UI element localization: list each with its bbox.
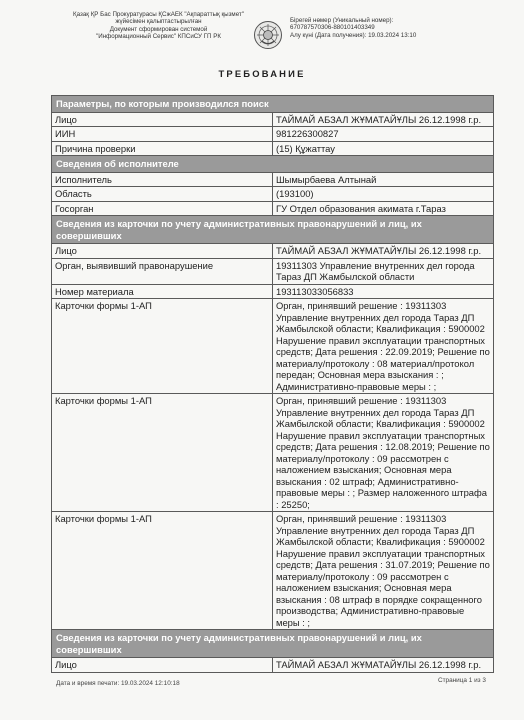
- field-value: ТАЙМАЙ АБЗАЛ ЖҰМАТАЙҰЛЫ 26.12.1998 г.р.: [273, 244, 494, 259]
- table-row: [52, 141, 494, 156]
- header-issuer: [56, 11, 261, 40]
- section-heading-admin-card: Сведения из карточки по учету административных правонарушений и лиц, их совершивших: [52, 216, 494, 244]
- field-label: Карточки формы 1-АП: [52, 299, 273, 394]
- table-row: [52, 394, 494, 512]
- table-row: [52, 112, 494, 127]
- field-value: Шымырбаева Алтынай: [273, 172, 494, 187]
- field-label: Карточки формы 1-АП: [52, 512, 273, 630]
- field-label: Номер материала: [52, 284, 273, 299]
- field-label: Лицо: [52, 112, 273, 127]
- field-value: (193100): [273, 187, 494, 202]
- page-title: ТРЕБОВАНИЕ: [218, 68, 306, 79]
- field-value: Орган, принявший решение : 19311303 Управление внутренних дел города Тараз ДП Жамбылской области; Квалификация : 5900002 Нарушение правил эксплуатации транспортных средств; Дата решения : 22.09.2019; Решение по материалу/протоколу : 08 материал/протокол передан; Основная мера взыскания : ; Административно-правовые меры : ;: [273, 299, 494, 394]
- field-value: 981226300827: [273, 127, 494, 142]
- header-issuer-line: Документ сформирован системой: [109, 25, 208, 33]
- table-row: [52, 299, 494, 394]
- section-heading-admin-card-2: Сведения из карточки по учету административных правонарушений и лиц, их совершивших: [52, 630, 494, 658]
- section-heading: [52, 96, 494, 113]
- header-issuer-line: Қазақ ҚР Бас Прокуратурасы ҚСжАЕК "Ақпараттық қызмет": [73, 11, 244, 18]
- field-label: Орган, выявивший правонарушение: [52, 258, 273, 284]
- field-label: Исполнитель: [52, 172, 273, 187]
- table-row: [52, 284, 494, 299]
- field-value: 19311303 Управление внутренних дел города Тараз ДП Жамбылской области: [273, 258, 494, 284]
- field-label: Лицо: [52, 244, 273, 259]
- field-value: (15) Құжаттау: [273, 141, 494, 156]
- field-value: 193113033056833: [273, 284, 494, 299]
- table-row: [52, 187, 494, 202]
- page-number: Страница 1 из 3: [438, 677, 486, 684]
- received-date: Алу күні (Дата получения): 19.03.2024 13:10: [290, 31, 417, 39]
- section-heading: [52, 156, 494, 173]
- table-row: [52, 172, 494, 187]
- field-value: ТАЙМАЙ АБЗАЛ ЖҰМАТАЙҰЛЫ 26.12.1998 г.р.: [273, 112, 494, 127]
- field-label: ИИН: [52, 127, 273, 142]
- table-row: [52, 512, 494, 630]
- table-row: [52, 258, 494, 284]
- field-label: Карточки формы 1-АП: [52, 394, 273, 512]
- field-value: Орган, принявший решение : 19311303 Управление внутренних дел города Тараз ДП Жамбылской области; Квалификация : 5900002 Нарушение правил эксплуатации транспортных средств; Дата решения : 12.08.2019; Решение по материалу/протоколу : 09 рассмотрен с наложением взыскания; Основная мера взыскания : 02 штраф; Административно-правовые меры : ; Размер наложенного штрафа : 25250;: [273, 394, 494, 512]
- table-row: [52, 201, 494, 216]
- table-row: [52, 127, 494, 142]
- requirement-table: [51, 95, 494, 673]
- field-label: Область: [52, 187, 273, 202]
- field-value: ТАЙМАЙ АБЗАЛ ЖҰМАТАЙҰЛЫ 26.12.1998 г.р.: [273, 658, 494, 673]
- section-heading-search: Параметры, по которым производился поиск: [52, 96, 494, 113]
- section-heading: [52, 630, 494, 658]
- header-reference: [290, 17, 480, 39]
- table-row: [52, 244, 494, 259]
- state-emblem-icon: [253, 20, 283, 50]
- field-label: Причина проверки: [52, 141, 273, 156]
- field-value: ГУ Отдел образования акимата г.Тараз: [273, 201, 494, 216]
- section-heading-executor: Сведения об исполнителе: [52, 156, 494, 173]
- section-heading: [52, 216, 494, 244]
- field-label: Госорган: [52, 201, 273, 216]
- header-issuer-line: жүйесімен қалыптастырылған: [115, 18, 202, 26]
- field-label: Лицо: [52, 658, 273, 673]
- print-timestamp: Дата и время печати: 19.03.2024 12:10:18: [56, 680, 180, 687]
- header-issuer-line: "Информационный Сервис" КПСиСУ ГП РК: [96, 32, 221, 40]
- table-row: [52, 658, 494, 673]
- unique-number-label: Бірегей нөмер (Уникальный номер):: [290, 17, 394, 24]
- unique-number: 670787570306-880101403349: [290, 24, 375, 32]
- field-value: Орган, принявший решение : 19311303 Управление внутренних дел города Тараз ДП Жамбылской области; Квалификация : 5900002 Нарушение правил эксплуатации транспортных средств; Дата решения : 31.07.2019; Решение по материалу/протоколу : 09 рассмотрен с наложением взыскания; Основная мера взыскания : 08 штраф в порядке сокращенного производства; Административно-правовые меры : ;: [273, 512, 494, 630]
